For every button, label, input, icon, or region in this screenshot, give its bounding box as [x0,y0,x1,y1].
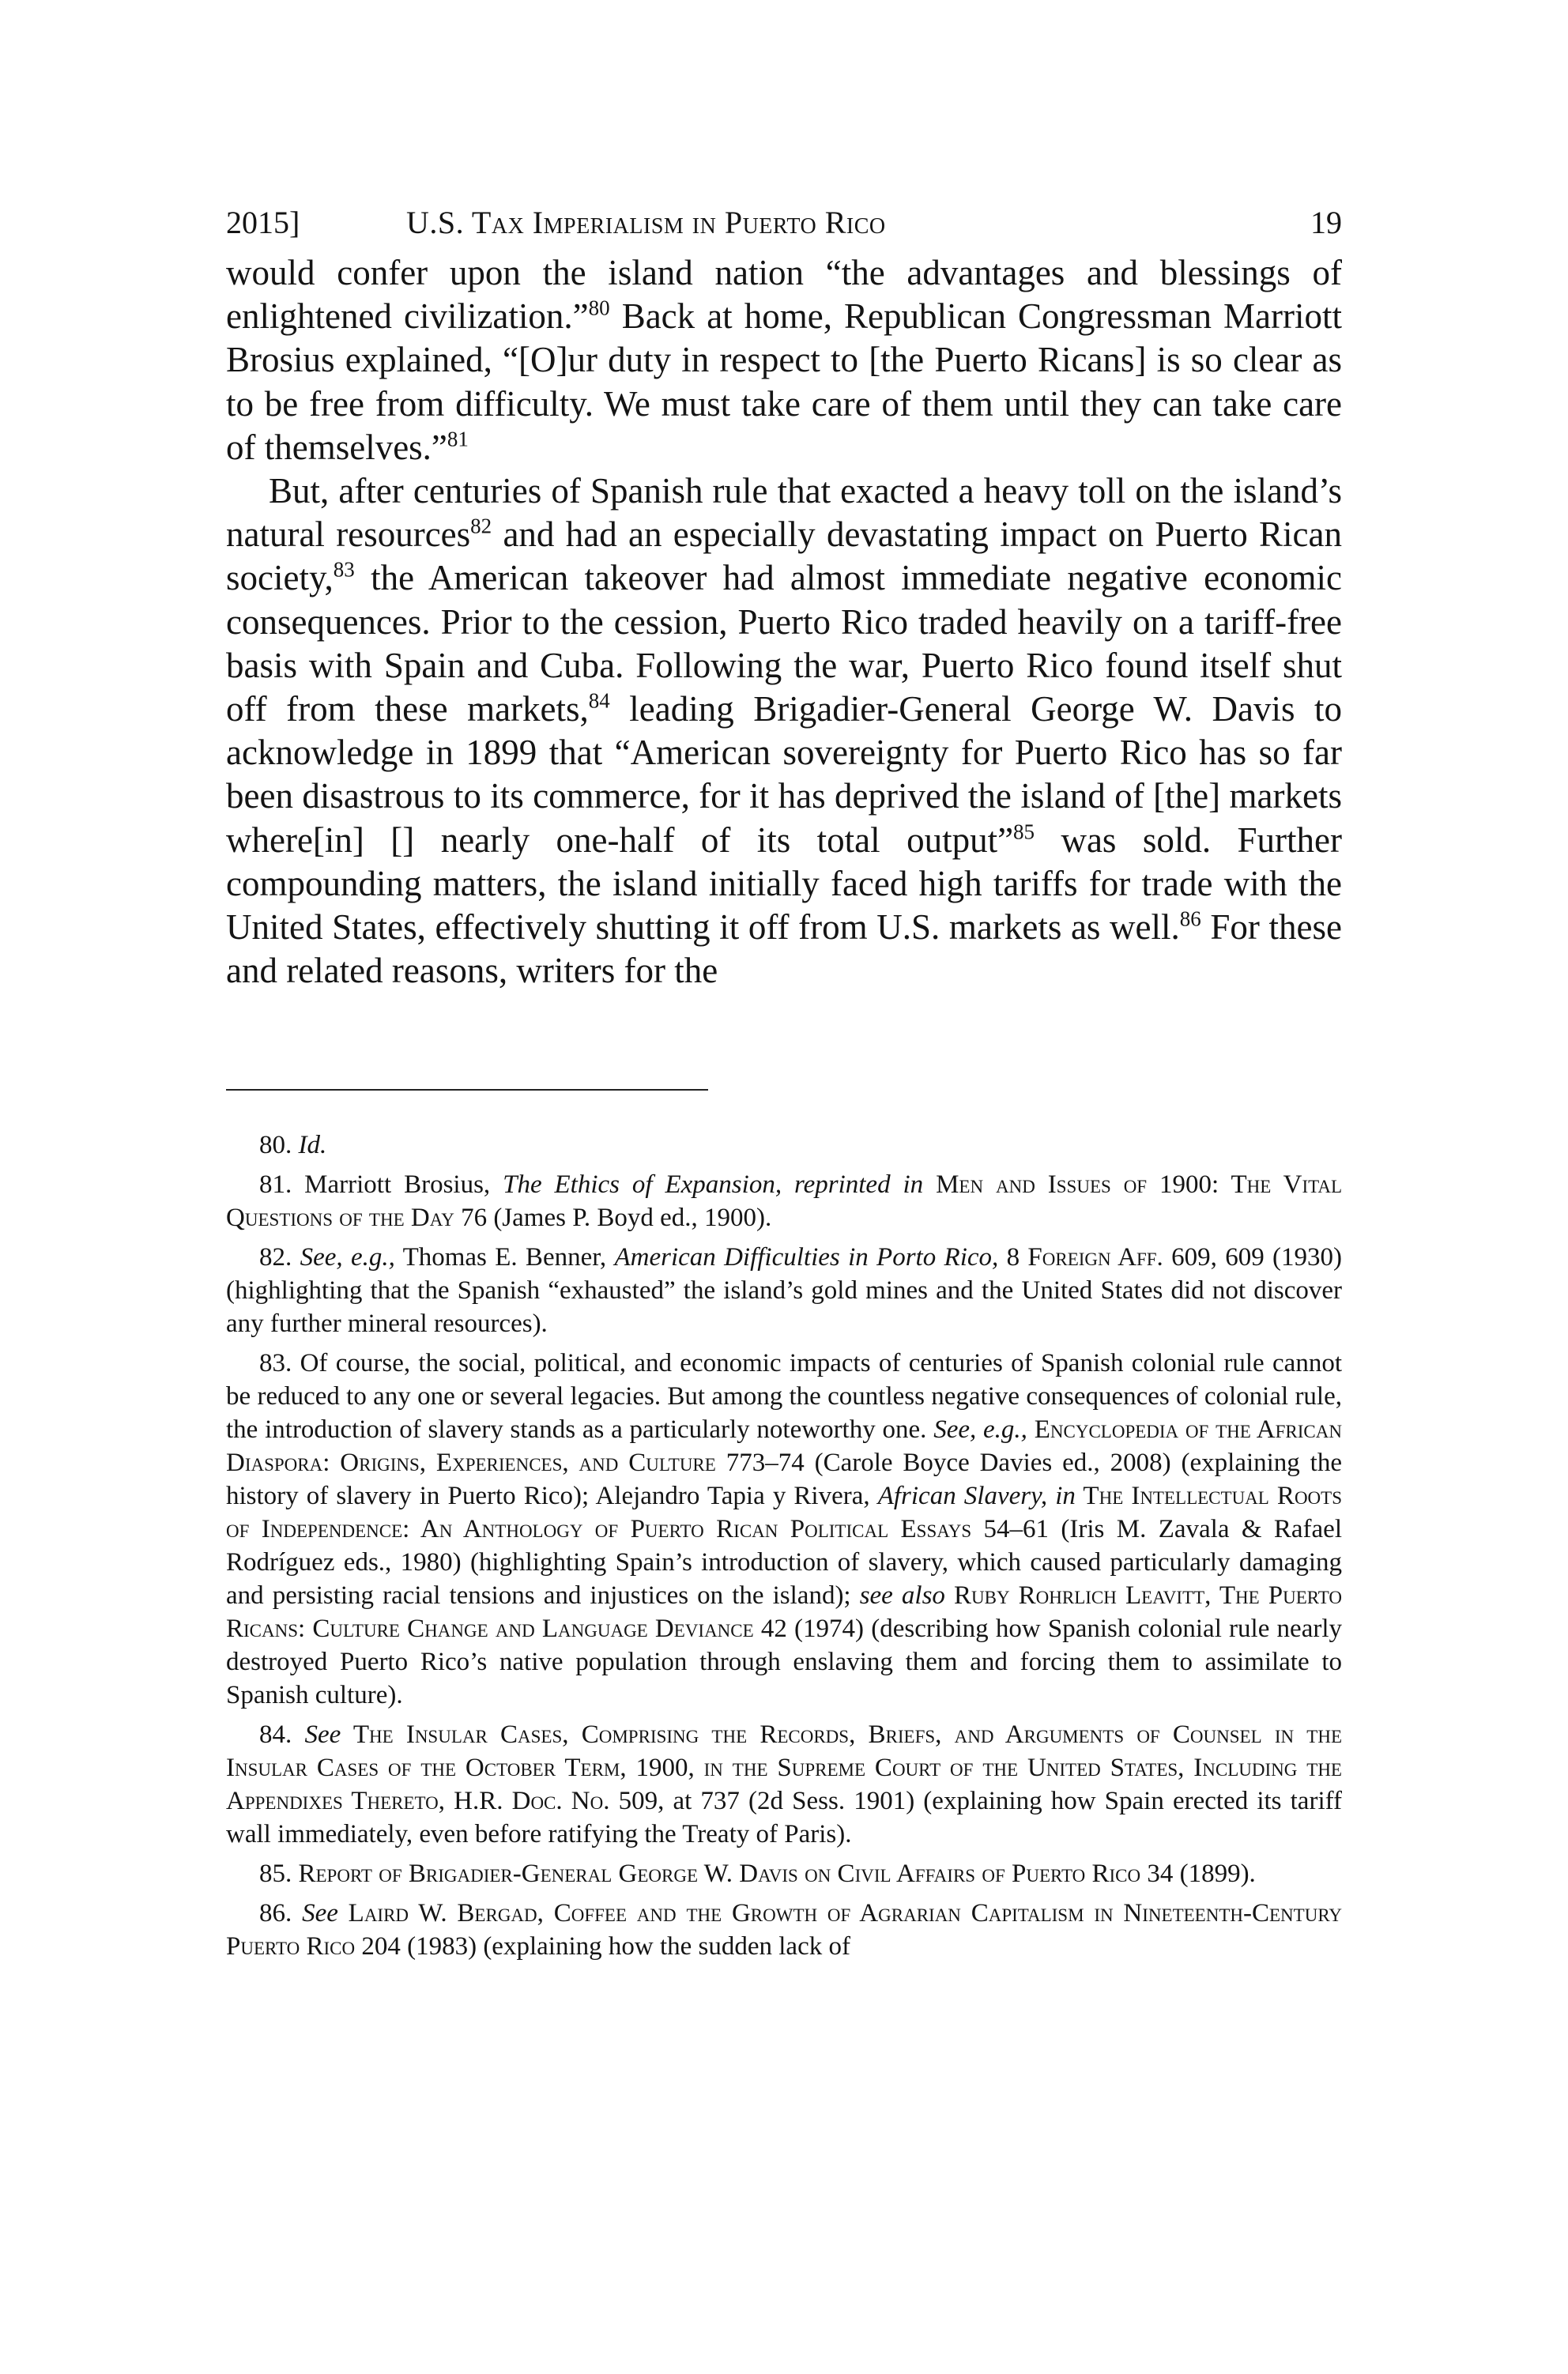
footnote-text: Id. [298,1131,327,1159]
footnotes [226,1129,1342,1969]
footnote-number: 85. [259,1860,292,1888]
footnote-81 [226,1168,1342,1234]
footnote-text: 34 (1899). [1140,1860,1256,1888]
header-year: 2015] [226,205,300,240]
footnote-ref-84[interactable]: 84 [588,688,610,713]
footnote-number: 86. [259,1899,292,1927]
footnote-80 [226,1129,1342,1162]
footnote-divider [226,1089,708,1091]
footnote-text: Foreign Aff. [1027,1243,1163,1272]
footnote-number: 82. [259,1243,292,1272]
body-text [226,251,1342,993]
footnote-text: 509, at 737 (2d Sess. 1901) (explaining how Spain erected its tariff wall immediately, even before ratifying the Treaty of Paris). [226,1787,1342,1848]
paragraph-text: and had an especially devastating impact on Puerto Rican society, [226,514,1342,598]
paragraph-text: the American takeover had almost immediate negative economic consequences. Prior to the cession, Puerto Rico traded heavily on a tariff-free basis with Spain and Cuba. Following the war, Puerto Rico found itself shut off from these markets, [226,558,1342,729]
paragraph-1 [226,251,1342,469]
footnote-text: American Difficulties in Porto Rico, [614,1243,999,1272]
footnote-text: The Ethics of Expansion, reprinted in [503,1170,924,1199]
footnote-text: 54–61 (Iris M. Zavala & Rafael Rodríguez eds., 1980) (highlighting Spain’s introduction of slavery, which caused particularly damaging and persisting racial tensions and injustices on the island); [226,1515,1342,1610]
footnote-text: Encyclopedia of the African Diaspora: Origins, Experiences, and Culture [226,1415,1342,1477]
paragraph-text: Back at home, Republican Congressman Marriott Brosius explained, “[O]ur duty in respect to [the Puerto Ricans] is so clear as to be free from difficulty. We must take care of them until they can take care of themselves.” [226,296,1342,467]
page-number: 19 [1310,205,1342,240]
footnote-ref-83[interactable]: 83 [333,557,355,582]
footnote-text: 42 (1974) (describing how Spanish colonial rule nearly destroyed Puerto Rico’s native population through enslaving them and forcing them to assimilate to Spanish culture). [226,1615,1342,1709]
footnote-text: Thomas E. Benner, [394,1243,615,1272]
footnote-text: See [304,1720,341,1749]
footnote-number: 83. [259,1349,292,1377]
footnote-text: The Intellectual Roots of Independence: An Anthology of Puerto Rican Political Essays [226,1482,1343,1543]
running-header [226,199,1342,247]
footnote-ref-80[interactable]: 80 [588,296,610,320]
footnote-text: 773–74 (Carole Boyce Davies ed., 2008) (explaining the history of slavery in Puerto Rico); Alejandro Tapia y Rivera, [226,1449,1342,1510]
paragraph-text: was sold. Further compounding matters, the island initially faced high tariffs for trade with the United States, effectively shutting it off from U.S. markets as well. [226,820,1342,948]
footnote-text: See [302,1899,338,1927]
footnote-number: 81. [259,1170,292,1199]
footnote-ref-86[interactable]: 86 [1179,906,1201,931]
footnote-ref-85[interactable]: 85 [1013,819,1035,843]
footnote-83 [226,1347,1342,1712]
footnote-text: Report of Brigadier-General George W. Davis on Civil Affairs of Puerto Rico [298,1860,1141,1888]
footnote-text: 609, 609 (1930) (highlighting that the Spanish “exhausted” the island’s gold mines and the United States did not discover any further mineral resources). [226,1243,1342,1338]
footnote-number: 84. [259,1720,292,1749]
footnote-text: See, e.g., [933,1415,1027,1444]
footnote-text: African Slavery, in [877,1482,1076,1510]
footnote-text: see also [859,1581,945,1610]
paragraph-text: For these and related reasons, writers for the [226,907,1342,991]
footnote-ref-81[interactable]: 81 [447,427,469,451]
footnote-ref-82[interactable]: 82 [470,514,492,538]
footnote-number: 80. [259,1131,292,1159]
footnote-text: Of course, the social, political, and economic impacts of centuries of Spanish colonial rule cannot be reduced to any one or several legacies. But among the countless negative consequences of colonial rule, the introduction of slavery stands as a particularly noteworthy one. [226,1349,1342,1444]
footnote-text: Laird W. Bergad, Coffee and the Growth of Agrarian Capitalism in Nineteenth-Century Puerto Rico [226,1899,1342,1961]
footnote-text: Marriott Brosius, [304,1170,503,1199]
footnote-86 [226,1897,1342,1963]
footnote-text: 204 (1983) (explaining how the sudden lack of [355,1932,850,1961]
footnote-text: Ruby Rohrlich Leavitt, The Puerto Ricans: Culture Change and Language Deviance [226,1581,1342,1643]
paragraph-text: But, after centuries of Spanish rule that exacted a heavy toll on the island’s natural resources [226,471,1342,555]
paragraph-2 [226,469,1342,993]
footnote-84 [226,1718,1342,1851]
paragraph-text: would confer upon the island nation “the advantages and blessings of enlightened civilization.” [226,253,1342,337]
footnote-85 [226,1857,1342,1890]
footnote-82 [226,1241,1342,1340]
footnote-text: The Insular Cases, Comprising the Records, Briefs, and Arguments of Counsel in the Insular Cases of the October Term, 1900, in the Supreme Court of the United States, Including the Appendixes Thereto, H.R. Doc. No. [226,1720,1342,1815]
footnote-text: See, e.g., [300,1243,395,1272]
paragraph-text: leading Brigadier-General George W. Davis to acknowledge in 1899 that “American sovereignty for Puerto Rico has so far been disastrous to its commerce, for it has deprived the island of [the] markets where[in] [] nearly one-half of its total output” [226,689,1342,860]
footnote-text: 8 [998,1243,1028,1272]
footnote-text: Men and Issues of 1900: The Vital Questions of the Day [226,1170,1343,1232]
footnote-text: 76 (James P. Boyd ed., 1900). [454,1204,772,1232]
header-title: U.S. Tax Imperialism in Puerto Rico [406,205,886,240]
